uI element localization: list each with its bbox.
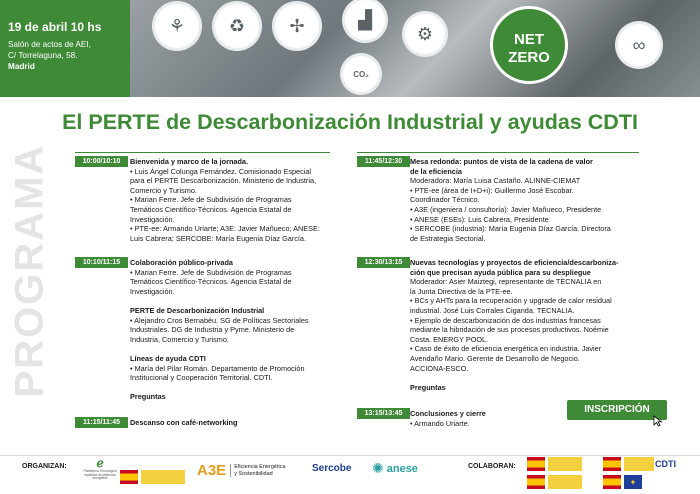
agenda-line: Bienvenida y marco de la jornada. xyxy=(130,157,249,166)
pte-ee-logo xyxy=(82,456,118,481)
infinity-icon: ∞ xyxy=(632,34,646,55)
agenda-line: Moderador: Asier Maiztegi, representante de TECNALIA en xyxy=(410,277,602,287)
sercobe-logo: Sercobe xyxy=(312,463,352,474)
agenda-line: Descanso con café-networking xyxy=(130,418,238,427)
ministry-science-logo-2 xyxy=(527,475,582,489)
agenda-item-collaboration xyxy=(130,258,340,402)
ministry-yellow-bar xyxy=(624,457,654,471)
spain-flag-icon xyxy=(603,457,621,471)
agenda-line: Comercio y Turismo. xyxy=(130,185,197,195)
pte-logo-text: Plataforma Tecnológica española de eficiencia energética xyxy=(83,469,117,481)
agenda-line: Preguntas xyxy=(410,382,446,392)
spain-flag-icon xyxy=(603,475,621,489)
agenda-line: Investigación. xyxy=(130,214,175,224)
agenda-line: • BCs y AHTs para la recuperación y upgrade de calor residual xyxy=(410,296,612,306)
time-slot: 11:15/11:45 xyxy=(75,417,128,428)
agenda-item-coffee xyxy=(130,418,340,428)
banner-info-panel xyxy=(0,0,130,97)
spain-government-logo xyxy=(120,470,185,484)
agenda-line: • PTE-ee: Armando Uriarte; A3E: Javier Mañueco; ANESE: xyxy=(130,224,320,234)
agenda-line: Colaboración público-privada xyxy=(130,258,233,267)
agenda-line: para el PERTE Descarbonización. Ministerio de Industria, xyxy=(130,176,317,186)
event-date: 19 de abril 10 hs xyxy=(8,20,102,34)
gear-money-plant xyxy=(155,4,199,48)
agenda-line: Coordinador Técnico. xyxy=(410,195,480,205)
agenda-line: Luis Cabrera; SERCOBE: María Eugenia Díaz García. xyxy=(130,233,307,243)
agenda-line: Preguntas xyxy=(130,392,166,402)
page-title: El PERTE de Descarbonización Industrial y ayudas CDTI xyxy=(62,110,638,134)
eu-flag-icon: ✦ xyxy=(624,475,642,489)
agenda-line: mediante la hibridación de sus procesos productivos. Noémie xyxy=(410,325,609,335)
agenda-item-welcome xyxy=(130,157,340,243)
gear-infinity xyxy=(618,24,660,66)
agenda-line: • Caso de éxito de eficiencia energética en industria. Javier xyxy=(410,344,602,354)
wind-turbine-icon: ✢ xyxy=(289,15,305,36)
agenda-line: • Marian Ferre. Jefe de Subdivisión de Programas xyxy=(130,195,292,205)
agenda-line: de Estrategia Sectorial. xyxy=(410,233,486,243)
agenda-line: Conclusiones y cierre xyxy=(410,409,486,418)
cursor-pointer-icon xyxy=(653,415,663,427)
agenda-line: Mesa redonda: puntos de vista de la cadena de valor xyxy=(410,157,593,166)
a3e-text-2: y Sostenibilidad xyxy=(234,470,273,477)
agenda-line: PERTE de Descarbonización Industrial xyxy=(130,305,265,315)
agenda-item-new-technologies xyxy=(410,258,660,392)
cdti-ministry-logo xyxy=(603,457,654,471)
gear-factory xyxy=(345,0,385,40)
agenda-line: • Ejemplo de descarbonización de dos industrias francesas xyxy=(410,315,601,325)
ministry-yellow-bar xyxy=(548,457,582,471)
venue-line-2: C/ Torrelaguna, 58. xyxy=(8,51,78,60)
gear-recycle xyxy=(215,4,259,48)
left-column-rule xyxy=(75,152,330,153)
colaboran-label: COLABORAN: xyxy=(468,463,516,470)
agenda-line: Industria, Comercio y Turismo. xyxy=(130,334,229,344)
agenda-item-round-table xyxy=(410,157,655,243)
robot-arm-icon: ⚙ xyxy=(416,23,434,44)
agenda-line: la Junta Directiva de la PTE-ee. xyxy=(410,286,513,296)
ministry-yellow-bar xyxy=(141,470,185,484)
agenda-line: • ANESE (ESEs): Luis Cabrera, Presidente xyxy=(410,214,549,224)
time-slot: 10:00/10:10 xyxy=(75,156,128,167)
a3e-mark: A3E xyxy=(197,462,227,479)
ministry-yellow-bar xyxy=(548,475,582,489)
co2-down-icon: CO₂ xyxy=(353,69,369,79)
net-zero-badge xyxy=(490,6,568,84)
agenda-line: Temáticos Científico-Técnicos. Agencia Estatal de xyxy=(130,204,292,214)
anese-text: anese xyxy=(386,462,418,475)
pte-leaf-icon: ℯ xyxy=(96,456,104,470)
agenda-line: de la eficiencia xyxy=(410,166,462,176)
agenda-line: ción que precisan ayuda pública para su despliegue xyxy=(410,267,591,277)
factory-icon: ▟ xyxy=(358,9,372,30)
programa-vertical-label: PROGRAMA xyxy=(7,143,52,398)
agenda-line: ACCIONA-ESCO. xyxy=(410,363,469,373)
anese-dots-icon: ✺ xyxy=(372,460,384,476)
time-slot: 10:10/11:15 xyxy=(75,257,128,268)
agenda-line: Avendaño Mario. Gerente de Desarrollo de Negocio. xyxy=(410,353,580,363)
header-banner xyxy=(0,0,700,97)
a3e-text-1: Eficiencia Energética xyxy=(234,464,286,470)
gear-wind-turbine xyxy=(275,4,319,48)
time-slot: 12:30/13:15 xyxy=(357,257,410,268)
agenda-line xyxy=(410,373,660,383)
agenda-line: Costa. ENERGY POOL. xyxy=(410,334,489,344)
agenda-line: Temáticos Científico-Técnicos. Agencia Estatal de xyxy=(130,277,292,287)
agenda-line: Institucional y Cooperación Territorial. CDTI. xyxy=(130,373,273,383)
net-zero-line-1: NET xyxy=(514,31,544,48)
agenda-line: • A3E (ingeniera / consultoría): Javier Mañueco, Presidente xyxy=(410,204,602,214)
agenda-line: • Armando Uriarte. xyxy=(410,418,470,428)
venue-city: Madrid xyxy=(8,62,35,71)
agenda-line: Investigación. xyxy=(130,286,175,296)
agenda-line: Líneas de ayuda CDTI xyxy=(130,353,206,363)
time-slot: 11:45/12:30 xyxy=(357,156,410,167)
money-plant-icon: ⚘ xyxy=(168,15,186,36)
agenda-line: Industriales. DG de Industria y Pyme. Ministerio de xyxy=(130,325,295,335)
agenda-line xyxy=(130,383,340,393)
right-column-rule xyxy=(357,152,639,153)
a3e-text xyxy=(230,464,285,477)
eu-logo xyxy=(603,475,642,489)
spain-flag-icon xyxy=(527,475,545,489)
organizan-label: ORGANIZAN: xyxy=(22,463,67,470)
gear-co2 xyxy=(343,56,379,92)
agenda-line: • Luis Ángel Colunga Fernández. Comisionado Especial xyxy=(130,166,312,176)
spain-flag-icon xyxy=(527,457,545,471)
cdti-logo: CDTI xyxy=(655,459,676,469)
agenda-line: • María del Pilar Román. Departamento de Promoción xyxy=(130,363,305,373)
time-slot: 13:15/13:45 xyxy=(357,408,410,419)
anese-logo xyxy=(372,460,418,477)
a3e-logo xyxy=(197,462,286,479)
inscription-button[interactable]: INSCRIPCIÓN xyxy=(567,400,667,420)
agenda-line: • SERCOBE (industria): María Eugenia Díaz García. Directora xyxy=(410,224,611,234)
agenda-line xyxy=(130,296,340,306)
agenda-line: Moderadora: María Luisa Castaño. ALINNE-CIEMAT xyxy=(410,176,581,186)
recycle-icon: ♻ xyxy=(228,15,246,36)
net-zero-line-2: ZERO xyxy=(508,49,550,66)
agenda-line: • Marian Ferre. Jefe de Subdivisión de Programas xyxy=(130,267,292,277)
gear-robot-arm xyxy=(405,14,445,54)
agenda-line: industrial. José Luis Corrales Ciganda. TECNALIA. xyxy=(410,305,575,315)
agenda-line: • Alejandro Cros Bernabéu. SG de Políticas Sectoriales xyxy=(130,315,309,325)
agenda-line xyxy=(130,344,340,354)
venue-line-1: Salón de actos de AEI, xyxy=(8,40,91,49)
spain-flag-icon xyxy=(120,470,138,484)
agenda-line: Nuevas tecnologías y proyectos de eficiencia/descarboniza- xyxy=(410,258,619,267)
ministry-science-logo-1 xyxy=(527,457,582,471)
agenda-line: • PTE-ee (área de I+D+i): Guillermo José Escobar. xyxy=(410,185,574,195)
